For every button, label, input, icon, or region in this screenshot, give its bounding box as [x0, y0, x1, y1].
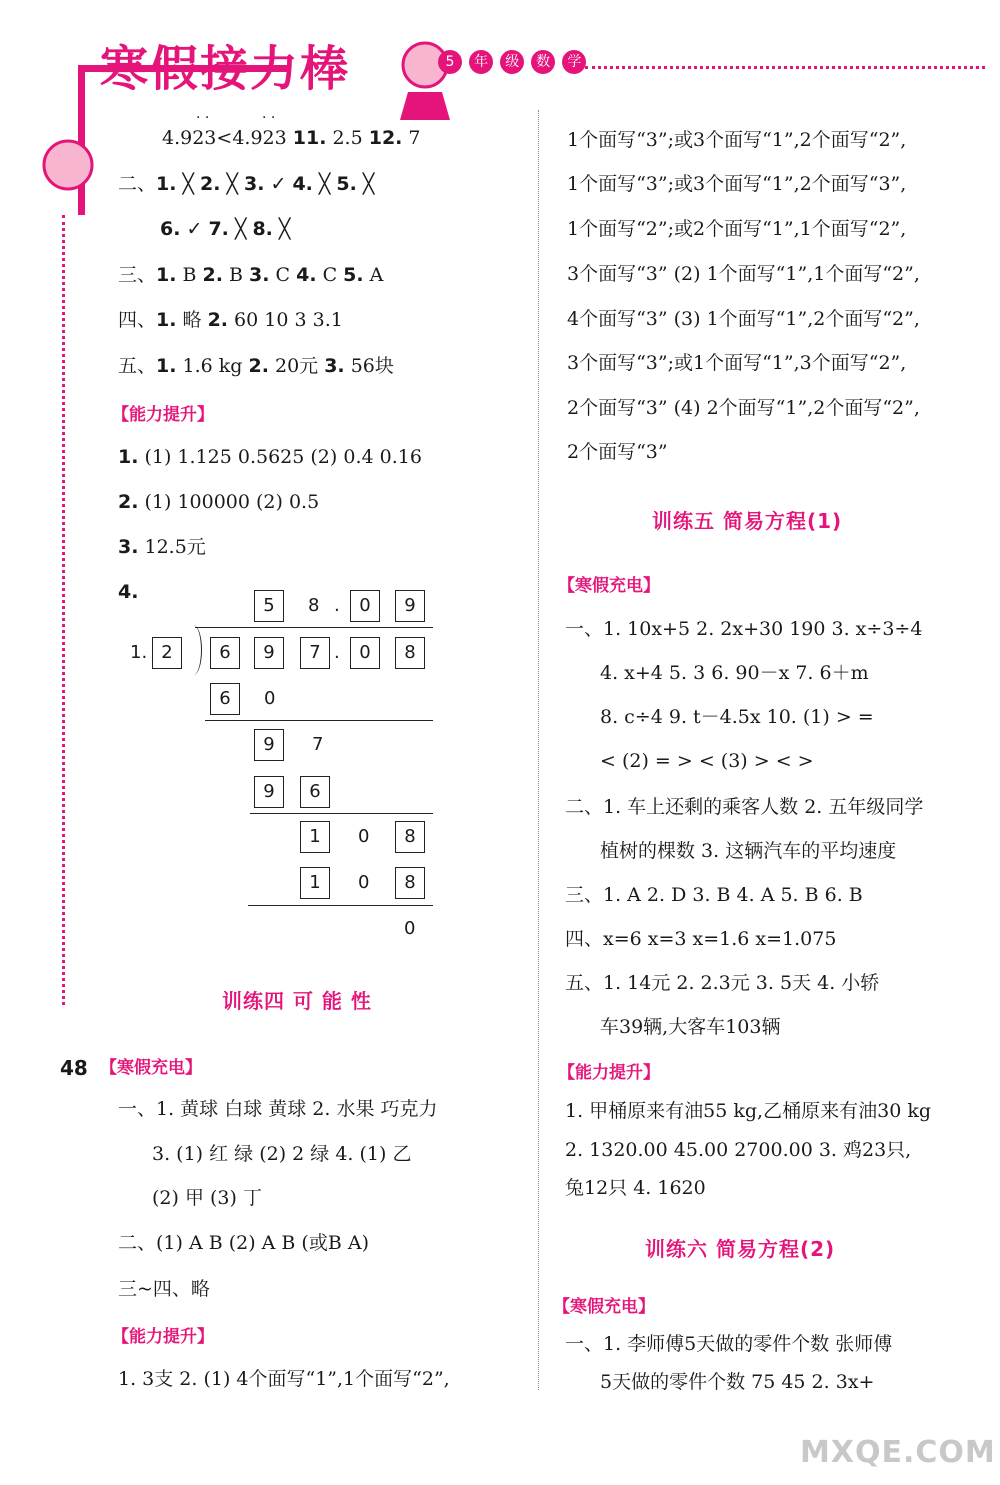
header-dotted-rule: [585, 66, 985, 69]
division-line: [250, 813, 433, 814]
answer-line: 4个面写“3” (3) 1个面写“1”,2个面写“2”,: [567, 308, 920, 330]
answer-line: 4.: [118, 581, 139, 603]
answer-line: 5天做的零件个数 75 45 2. 3x+: [600, 1371, 875, 1393]
subtitle-char: 数: [531, 50, 555, 74]
answer-line: 1. 3支 2. (1) 4个面写“1”,1个面写“2”,: [118, 1368, 450, 1390]
answer-line: < (2) = > < (3) > < >: [600, 750, 814, 772]
mascot-body-icon: [400, 92, 450, 120]
section-title-4: 训练四 可 能 性: [222, 989, 372, 1013]
mascot-left-icon: [44, 141, 92, 189]
repeating-dots: · ·: [196, 110, 210, 126]
answer-line: 8. c÷4 9. t－4.5x 10. (1) > =: [600, 706, 874, 728]
digit-box: 6: [210, 683, 240, 715]
answer-line: 1. (1) 1.125 0.5625 (2) 0.4 0.16: [118, 446, 422, 468]
answer-line: 兔12只 4. 1620: [565, 1177, 706, 1199]
tag-hanjia: 【寒假充电】: [100, 1058, 202, 1078]
answer-line: 1. 甲桶原来有油55 kg,乙桶原来有油30 kg: [565, 1100, 931, 1122]
answer-line: 二、1. ╳ 2. ╳ 3. ✓ 4. ╳ 5. ╳: [118, 173, 375, 195]
left-margin-dots: [62, 215, 65, 1005]
answer-line: 一、1. 李师傅5天做的零件个数 张师傅: [565, 1333, 893, 1355]
remainder: 0: [404, 918, 416, 939]
answer-line: 3个面写“3” (2) 1个面写“1”,1个面写“2”,: [567, 263, 920, 285]
answer-line: 二、1. 车上还剩的乘客人数 2. 五年级同学: [565, 796, 924, 818]
answer-line: 一、1. 黄球 白球 黄球 2. 水果 巧克力: [118, 1098, 438, 1120]
digit-box: 9: [395, 590, 425, 622]
answer-line: 4.923<4.923 11. 2.5 12. 7: [162, 127, 421, 149]
subtitle-char: 年: [469, 50, 493, 74]
tag-nengli: 【能力提升】: [558, 1063, 660, 1083]
subtitle-char: 学: [562, 50, 586, 74]
digit-box: 8: [395, 821, 425, 853]
column-divider: [538, 110, 539, 1390]
digit-box: 5: [254, 590, 284, 622]
answer-line: 四、x=6 x=3 x=1.6 x=1.075: [565, 928, 837, 950]
answer-line: 2个面写“3”: [567, 441, 668, 463]
answer-line: 四、1. 略 2. 60 10 3 3.1: [118, 309, 343, 331]
digit-box: 1: [300, 867, 330, 899]
digit: 8: [308, 595, 320, 616]
digit-box: 0: [350, 590, 380, 622]
answer-line: 植树的棵数 3. 这辆汽车的平均速度: [600, 840, 897, 862]
digit-box: 9: [254, 729, 284, 761]
digit-box: 6: [300, 776, 330, 808]
answer-line: 2. (1) 100000 (2) 0.5: [118, 491, 320, 513]
header-title: 寒假接力棒: [100, 41, 351, 97]
answer-line: 1个面写“2”;或2个面写“1”,1个面写“2”,: [567, 218, 907, 240]
digit: 7: [312, 734, 324, 755]
answer-line: 3. (1) 红 绿 (2) 2 绿 4. (1) 乙: [152, 1143, 412, 1165]
answer-line: 3. 12.5元: [118, 536, 206, 558]
digit-box: 9: [254, 776, 284, 808]
page-number: 48: [60, 1056, 88, 1080]
subtitle-char: 级: [500, 50, 524, 74]
answer-line: 一、1. 10x+5 2. 2x+30 190 3. x÷3÷4: [565, 618, 923, 640]
answer-line: 1个面写“3”;或3个面写“1”,2个面写“2”,: [567, 129, 907, 151]
digit: .: [334, 595, 340, 616]
repeating-dots: · ·: [262, 110, 276, 126]
answer-line: 车39辆,大客车103辆: [600, 1016, 781, 1038]
answer-line: 3个面写“3”;或1个面写“1”,3个面写“2”,: [567, 352, 907, 374]
digit: 0: [358, 826, 370, 847]
digit-box: 8: [395, 867, 425, 899]
digit-box: 9: [254, 637, 284, 669]
section-title-5: 训练五 简易方程(1): [652, 509, 843, 533]
section-title-6: 训练六 简易方程(2): [645, 1237, 836, 1261]
tag-nengli: 【能力提升】: [112, 405, 214, 425]
answer-line: 4. x+4 5. 3 6. 90－x 7. 6＋m: [600, 662, 869, 684]
digit: 1.: [130, 642, 148, 663]
answer-line: 三、1. A 2. D 3. B 4. A 5. B 6. B: [565, 884, 863, 906]
digit-box: 7: [300, 637, 330, 669]
division-line: [248, 905, 433, 906]
answer-line: 五、1. 14元 2. 2.3元 3. 5天 4. 小轿: [565, 972, 880, 994]
header-subtitle: [438, 50, 588, 74]
subtitle-char: 5: [438, 50, 462, 74]
digit-box: 1: [300, 821, 330, 853]
answer-line: 三~四、略: [118, 1278, 210, 1300]
digit: 0: [264, 688, 276, 709]
division-line: [205, 720, 433, 721]
answer-line: 五、1. 1.6 kg 2. 20元 3. 56块: [118, 355, 394, 377]
tag-hanjia: 【寒假充电】: [553, 1297, 655, 1317]
digit: 0: [358, 872, 370, 893]
digit: .: [334, 642, 340, 663]
answer-line: 1个面写“3”;或3个面写“1”,2个面写“3”,: [567, 173, 907, 195]
digit-box: 0: [350, 637, 380, 669]
division-bracket: [185, 625, 202, 675]
watermark: MXQE.COM: [800, 1435, 996, 1470]
answer-line: (2) 甲 (3) 丁: [152, 1187, 262, 1209]
answer-line: 6. ✓ 7. ╳ 8. ╳: [160, 218, 291, 240]
division-bar: [195, 627, 433, 628]
digit-box: 6: [210, 637, 240, 669]
tag-nengli: 【能力提升】: [112, 1327, 214, 1347]
tag-hanjia: 【寒假充电】: [558, 576, 660, 596]
answer-line: 2. 1320.00 45.00 2700.00 3. 鸡23只,: [565, 1139, 912, 1161]
digit-box: 8: [395, 637, 425, 669]
answer-line: 三、1. B 2. B 3. C 4. C 5. A: [118, 264, 384, 286]
answer-line: 二、(1) A B (2) A B (或B A): [118, 1232, 369, 1254]
answer-line: 2个面写“3” (4) 2个面写“1”,2个面写“2”,: [567, 397, 920, 419]
digit-box: 2: [152, 637, 182, 669]
